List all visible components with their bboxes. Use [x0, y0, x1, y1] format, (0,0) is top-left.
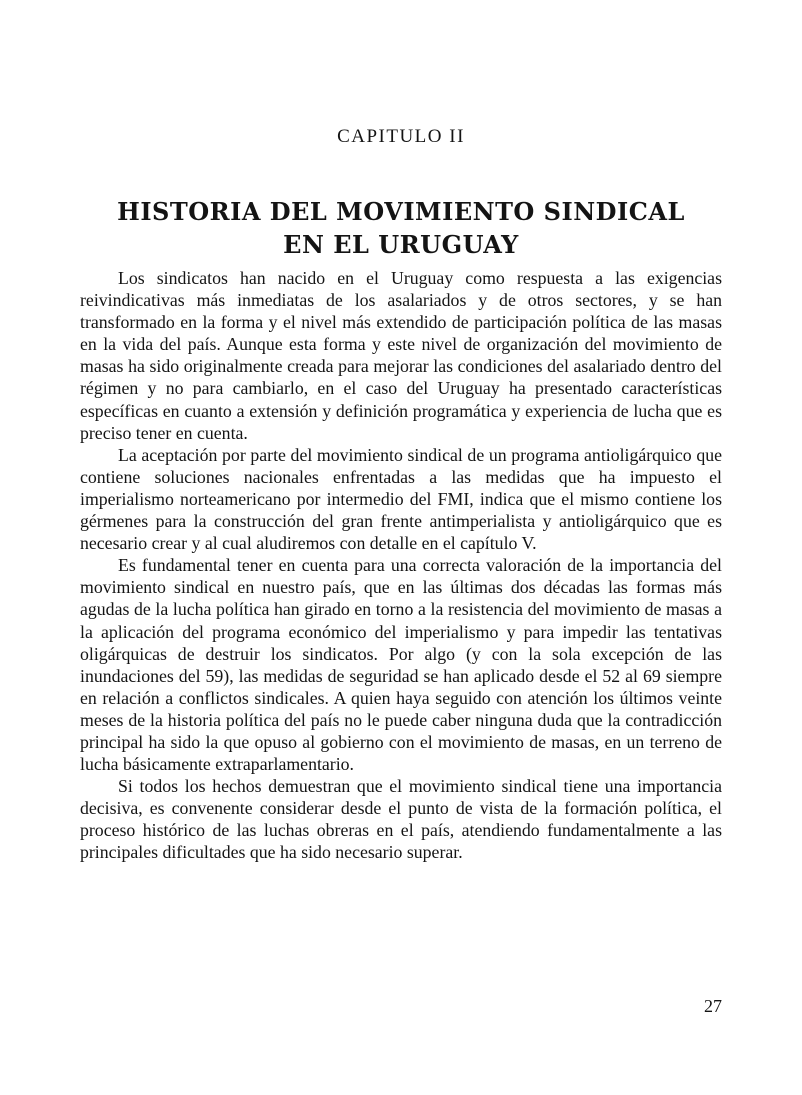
paragraph-3: Es fundamental tener en cuenta para una correcta valoración de la importancia del movimiento sindical en nuestro país, que en las últimas dos décadas las formas más agudas de la lucha política han girado en torno a la resistencia del movimiento de masas a la aplicación del programa económico del imperialismo y para impedir las tentativas oligárquicas de destruir los sindicatos. Por algo (y con la sola excepción de las inundaciones del 59), las medidas de seguridad se han aplicado desde el 52 al 69 siempre en relación a conflictos sindicales. A quien haya seguido con atención los últimos veinte meses de la historia política del país no le puede caber ninguna duda que la contradicción principal ha sido la que opuso al gobierno con el movimiento de masas, en un terreno de lucha básicamente extraparlamentario. [80, 555, 722, 775]
page-number: 27 [704, 996, 722, 1016]
paragraph-2: La aceptación por parte del movimiento sindical de un programa antioligárquico que contiene soluciones nacionales enfrentadas a las medidas que ha impuesto el imperialismo norteamericano por intermedio del FMI, indica que el mismo contiene los gérmenes para la construcción del gran frente antimperialista y antioligárquico que es necesario crear y al cual aludiremos con detalle en el capítulo V. [80, 444, 722, 554]
chapter-title-line-1: HISTORIA DEL MOVIMIENTO SINDICAL [117, 197, 685, 226]
paragraph-1: Los sindicatos han nacido en el Uruguay como respuesta a las exigencias reivindicativas más inmediatas de los asalariados y de otros sectores, y se han transformado en la forma y el nivel más extendido de participación política de las masas en la vida del país. Aunque esta forma y este nivel de organización del movimiento de masas ha sido originalmente creada para mejorar las condiciones del asalariado dentro del régimen y no para cambiarlo, en el caso del Uruguay ha presentado características específicas en cuanto a extensión y definición programática y experiencia de lucha que es preciso tener en cuenta. [80, 268, 722, 443]
body-text [80, 267, 722, 864]
paragraph-4: Si todos los hechos demuestran que el movimiento sindical tiene una importancia decisiva, es convenente considerar desde el punto de vista de la formación política, el proceso histórico de las luchas obreras en el país, atendiendo fundamentalmente a las principales dificultades que ha sido necesario superar. [80, 776, 722, 863]
chapter-title-line-2: EN EL URUGUAY [283, 230, 519, 259]
chapter-label: CAPITULO II [337, 126, 465, 147]
chapter-title [80, 195, 722, 261]
